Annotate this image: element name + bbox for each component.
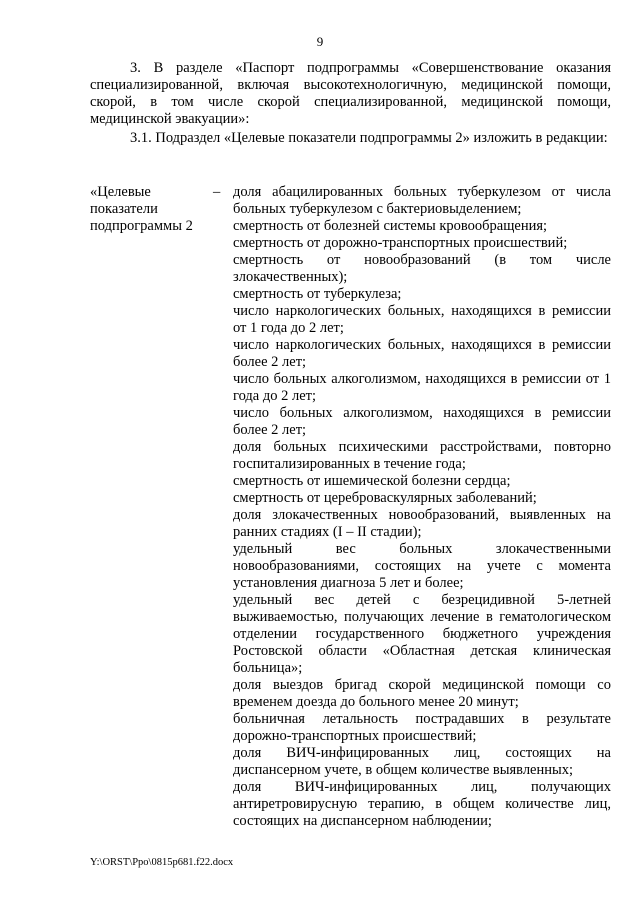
paragraph-text: 3.1. Подраздел «Целевые показатели подпрограммы 2» изложить в редакции: (130, 130, 608, 146)
list-item: удельный вес больных злокачественными новообразованиями, состоящих на учете с момента установления диагноза 5 лет и более; (233, 541, 611, 591)
list-item: число больных алкоголизмом, находящихся в ремиссии более 2 лет; (233, 405, 611, 438)
indicator-list (233, 184, 611, 830)
list-item: смертность от дорожно-транспортных происшествий; (233, 235, 568, 251)
list-item: доля злокачественных новообразований, выявленных на ранних стадиях (I – II стадии); (233, 507, 611, 540)
list-item: доля абацилированных больных туберкулезом от числа больных туберкулезом с бактериовыделением; (233, 184, 611, 217)
label-dash: – (213, 184, 221, 200)
list-item: смертность от туберкулеза; (233, 286, 402, 302)
intro-paragraph-2 (90, 130, 611, 147)
file-path-footer: Y:\ORST\Ppo\0815p681.f22.docx (90, 857, 234, 868)
page-number: 9 (316, 34, 324, 49)
section-label: «Целевые показатели подпрограммы 2 (90, 184, 193, 234)
list-item: число наркологических больных, находящихся в ремиссии более 2 лет; (233, 337, 611, 370)
list-item: смертность от ишемической болезни сердца; (233, 473, 511, 489)
list-item: доля выездов бригад скорой медицинской помощи со временем доезда до больного менее 20 минут; (233, 677, 611, 710)
list-item: число больных алкоголизмом, находящихся в ремиссии от 1 года до 2 лет; (233, 371, 611, 404)
list-item: удельный вес детей с безрецидивной 5-летней выживаемостью, получающих лечение в гематологическом отделении государственного бюджетного учреждения Ростовской области «Областная детская клиническая больница»; (233, 592, 611, 676)
list-item: доля ВИЧ-инфицированных лиц, получающих антиретровирусную терапию, в общем количестве лиц, состоящих на диспансерном наблюдении; (233, 779, 611, 829)
list-item: больничная летальность пострадавших в результате дорожно-транспортных происшествий; (233, 711, 611, 744)
list-item: число наркологических больных, находящихся в ремиссии от 1 года до 2 лет; (233, 303, 611, 336)
list-item: смертность от новообразований (в том числе злокачественных); (233, 252, 611, 285)
list-item: доля больных психическими расстройствами, повторно госпитализированных в течение года; (233, 439, 611, 472)
intro-paragraph-1 (90, 60, 611, 128)
list-item: смертность от цереброваскулярных заболеваний; (233, 490, 537, 506)
paragraph-text: 3. В разделе «Паспорт подпрограммы «Совершенствование оказания специализированной, включая высокотехнологичную, медицинской помощи, скорой, в том числе скорой специализированной, медицинской помощи, медицинской эвакуации»: (90, 60, 611, 127)
list-item: доля ВИЧ-инфицированных лиц, состоящих на диспансерном учете, в общем количестве выявленных; (233, 745, 611, 778)
list-item: смертность от болезней системы кровообращения; (233, 218, 548, 234)
